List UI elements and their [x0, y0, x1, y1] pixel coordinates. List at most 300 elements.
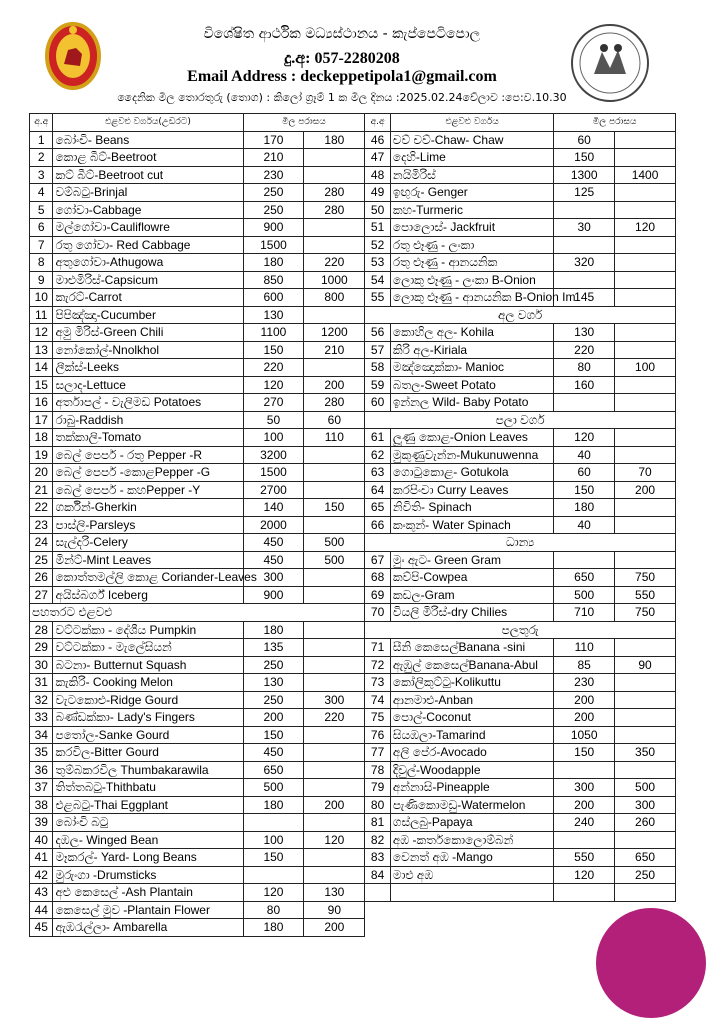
- price-high: 650: [615, 849, 676, 867]
- email-address: Email Address : deckeppetipola1@gmail.com: [187, 68, 497, 85]
- row-number: 47: [365, 149, 391, 167]
- item-name: අලි පේර-Avocado: [390, 744, 553, 762]
- price-low: [554, 761, 615, 779]
- price-high: [615, 289, 676, 307]
- row-number: 15: [30, 376, 53, 394]
- row-number: 72: [365, 656, 391, 674]
- row-number: 39: [30, 814, 53, 832]
- price-high: 280: [304, 184, 365, 202]
- row-number: 22: [30, 499, 53, 517]
- price-low: 300: [243, 569, 304, 587]
- table-row: [30, 674, 676, 692]
- price-low: 100: [243, 429, 304, 447]
- item-name: කොහිල අල- Kohila: [390, 324, 553, 342]
- row-number: 38: [30, 796, 53, 814]
- table-row: [30, 831, 676, 849]
- item-name: බෝංචි- Beans: [53, 131, 243, 149]
- table-row: [30, 499, 676, 517]
- price-low: 900: [243, 219, 304, 237]
- item-name: ලොකු ළූණු - ආනයනික B-Onion Im: [390, 289, 553, 307]
- price-low: 320: [554, 254, 615, 272]
- item-name: ආනමාළු-Anban: [390, 691, 553, 709]
- price-low: 850: [243, 271, 304, 289]
- col-header-no-2: අ.අ: [365, 114, 391, 132]
- row-number: 1: [30, 131, 53, 149]
- item-name: ඉඟුරු- Genger: [390, 184, 553, 202]
- price-high: [615, 324, 676, 342]
- price-high: 500: [304, 534, 365, 552]
- price-high: 500: [304, 551, 365, 569]
- price-high: [304, 516, 365, 534]
- price-low: [243, 814, 304, 832]
- row-number: 77: [365, 744, 391, 762]
- price-low: 2000: [243, 516, 304, 534]
- price-table: [29, 113, 676, 937]
- item-name: නයිමිරිස්: [390, 166, 553, 184]
- price-high: 1000: [304, 271, 365, 289]
- price-low: 40: [554, 446, 615, 464]
- price-high: [615, 341, 676, 359]
- row-number: 45: [30, 919, 53, 937]
- row-number: 20: [30, 464, 53, 482]
- item-name: අඹ -කර්තකොලොම්බන්: [390, 831, 553, 849]
- table-row: [30, 481, 676, 499]
- item-name: කව්පි-Cowpea: [390, 569, 553, 587]
- price-high: 750: [615, 604, 676, 622]
- row-number: 80: [365, 796, 391, 814]
- table-row: [30, 271, 676, 289]
- price-low: 1500: [243, 464, 304, 482]
- price-low: 150: [243, 341, 304, 359]
- row-number: 29: [30, 639, 53, 657]
- table-row: [30, 761, 676, 779]
- price-high: 260: [615, 814, 676, 832]
- price-low: 150: [554, 744, 615, 762]
- row-number: 5: [30, 201, 53, 219]
- row-number: 59: [365, 376, 391, 394]
- price-low: 500: [243, 779, 304, 797]
- table-row: [30, 779, 676, 797]
- item-name: අන්නාසි-Pineapple: [390, 779, 553, 797]
- item-name: සීනි කෙසෙල්Banana -sini: [390, 639, 553, 657]
- item-name: පාස්ලි-Parsleys: [53, 516, 243, 534]
- table-row: [30, 149, 676, 167]
- price-high: 200: [615, 481, 676, 499]
- price-high: [615, 271, 676, 289]
- price-low: 500: [554, 586, 615, 604]
- price-low: 180: [554, 499, 615, 517]
- table-row: [30, 796, 676, 814]
- price-high: 350: [615, 744, 676, 762]
- item-name: තිත්තබටු-Thithbatu: [53, 779, 243, 797]
- price-high: [615, 709, 676, 727]
- price-low: 220: [243, 359, 304, 377]
- row-number: 64: [365, 481, 391, 499]
- price-low: 2700: [243, 481, 304, 499]
- row-number: 11: [30, 306, 53, 324]
- row-number: 2: [30, 149, 53, 167]
- table-row: [30, 446, 676, 464]
- price-low: 3200: [243, 446, 304, 464]
- row-number: 73: [365, 674, 391, 692]
- item-name: සලාද-Lettuce: [53, 376, 243, 394]
- row-number: 79: [365, 779, 391, 797]
- price-high: [615, 394, 676, 412]
- price-low: 200: [243, 709, 304, 727]
- price-low: 160: [554, 376, 615, 394]
- item-name: තක්කාලි-Tomato: [53, 429, 243, 447]
- item-name: කඩල-Gram: [390, 586, 553, 604]
- price-high: 200: [304, 796, 365, 814]
- header: [0, 0, 684, 112]
- item-name: කෙසෙල් මුව -Plantain Flower: [53, 901, 243, 919]
- row-number: 65: [365, 499, 391, 517]
- item-name: තුම්බකරවිල Thumbakarawila: [53, 761, 243, 779]
- price-low: 125: [554, 184, 615, 202]
- price-low: [554, 551, 615, 569]
- price-high: [615, 674, 676, 692]
- item-name: රතු ගෝවා- Red Cabbage: [53, 236, 243, 254]
- item-name: බෙල් පෙපර් -කොළPepper -G: [53, 464, 243, 482]
- row-number: 26: [30, 569, 53, 587]
- table-row: [30, 656, 676, 674]
- price-high: 120: [615, 219, 676, 237]
- table-row: [30, 849, 676, 867]
- item-name: අර්තාපල් - වැලිමඩ Potatoes: [53, 394, 243, 412]
- price-high: 200: [304, 919, 365, 937]
- price-low: 1050: [554, 726, 615, 744]
- date-time-line: දෛනික මිල තොරතුරු (තොග) : කිලෝ ග්‍රෑම් 1 ක මිල දිනය :2025.02.24වේලාව :පෙ:ව.10.30: [117, 91, 567, 104]
- row-number: 68: [365, 569, 391, 587]
- table-row: [30, 324, 676, 342]
- item-name: වැටකොළු-Ridge Gourd: [53, 691, 243, 709]
- price-high: 220: [304, 254, 365, 272]
- item-name: පිපිඤ්ඤා-Cucumber: [53, 306, 243, 324]
- table-row: [30, 254, 676, 272]
- item-name: බෝංචි බටු: [53, 814, 243, 832]
- item-name: බටනා- Butternut Squash: [53, 656, 243, 674]
- row-number: 12: [30, 324, 53, 342]
- price-low: 200: [554, 796, 615, 814]
- price-high: [304, 639, 365, 657]
- item-name: පතෝල-Sanke Gourd: [53, 726, 243, 744]
- item-name: කට් බීට්-Beetroot cut: [53, 166, 243, 184]
- price-low: 1300: [554, 166, 615, 184]
- row-number: 66: [365, 516, 391, 534]
- item-name: දෙහි-Lime: [390, 149, 553, 167]
- row-number: 67: [365, 551, 391, 569]
- price-high: [304, 166, 365, 184]
- col-header-price: මිල පරාසය: [243, 114, 365, 132]
- item-name: ඉන්නල Wild- Baby Potato: [390, 394, 553, 412]
- row-number: 78: [365, 761, 391, 779]
- row-number: 34: [30, 726, 53, 744]
- price-high: [615, 254, 676, 272]
- item-name: අතුගෝවා-Athugowa: [53, 254, 243, 272]
- price-low: 60: [554, 131, 615, 149]
- item-name: මුං ඇට- Green Gram: [390, 551, 553, 569]
- row-number: 62: [365, 446, 391, 464]
- row-number: 71: [365, 639, 391, 657]
- item-name: මාළු අඹ: [390, 866, 553, 884]
- price-low: [243, 866, 304, 884]
- price-low: 600: [243, 289, 304, 307]
- table-row: [30, 376, 676, 394]
- table-row: [30, 551, 676, 569]
- row-number: 36: [30, 761, 53, 779]
- price-high: 250: [615, 866, 676, 884]
- price-high: 120: [304, 831, 365, 849]
- row-number: 21: [30, 481, 53, 499]
- row-number: 52: [365, 236, 391, 254]
- table-row: [30, 744, 676, 762]
- price-low: 180: [243, 796, 304, 814]
- price-low: 180: [243, 919, 304, 937]
- item-name: කොළ බීට්-Beetroot: [53, 149, 243, 167]
- row-number: 55: [365, 289, 391, 307]
- item-name: බතල-Sweet Potato: [390, 376, 553, 394]
- item-name: මින්ට්-Mint Leaves: [53, 551, 243, 569]
- item-name: ඇඹරැල්ලා- Ambarella: [53, 919, 243, 937]
- row-number: 44: [30, 901, 53, 919]
- row-number: 16: [30, 394, 53, 412]
- row-number: 49: [365, 184, 391, 202]
- row-number: 6: [30, 219, 53, 237]
- item-name: රතු ළූණු - ආනයනික: [390, 254, 553, 272]
- item-name: මුකුණුවැන්න-Mukunuwenna: [390, 446, 553, 464]
- price-low: 80: [554, 359, 615, 377]
- row-number: 74: [365, 691, 391, 709]
- price-low: 120: [554, 866, 615, 884]
- row-number: 76: [365, 726, 391, 744]
- price-high: 200: [304, 376, 365, 394]
- row-number: 25: [30, 551, 53, 569]
- table-row: [30, 201, 676, 219]
- table-row: [30, 866, 676, 884]
- row-number: 18: [30, 429, 53, 447]
- price-high: [615, 516, 676, 534]
- row-number: 63: [365, 464, 391, 482]
- price-low: 230: [554, 674, 615, 692]
- table-row: [30, 814, 676, 832]
- item-name: අයිස්බර්ග් Iceberg: [53, 586, 243, 604]
- price-high: 220: [304, 709, 365, 727]
- section-heading: අල වර්ග: [365, 306, 676, 324]
- table-row: [30, 341, 676, 359]
- price-low: 130: [554, 324, 615, 342]
- price-low: 1100: [243, 324, 304, 342]
- phone-number: දු.අ: 057-2280208: [284, 50, 400, 67]
- item-name: පැණිකොමඩු-Watermelon: [390, 796, 553, 814]
- price-low: 150: [243, 849, 304, 867]
- row-number: 33: [30, 709, 53, 727]
- col-header-item-2: එළවළු වර්ගය: [390, 114, 553, 132]
- price-high: [304, 621, 365, 639]
- item-name: සියඹලා-Tamarind: [390, 726, 553, 744]
- row-number: 50: [365, 201, 391, 219]
- row-number: 27: [30, 586, 53, 604]
- row-number: 54: [365, 271, 391, 289]
- price-low: 270: [243, 394, 304, 412]
- section-heading: පලතුරු: [365, 621, 676, 639]
- price-high: 90: [304, 901, 365, 919]
- price-high: 150: [304, 499, 365, 517]
- price-high: 110: [304, 429, 365, 447]
- price-high: [304, 849, 365, 867]
- price-low: [554, 271, 615, 289]
- item-name: ගෝවා-Cabbage: [53, 201, 243, 219]
- price-high: [304, 744, 365, 762]
- price-high: 1200: [304, 324, 365, 342]
- price-high: [304, 359, 365, 377]
- row-number: 7: [30, 236, 53, 254]
- table-row: [30, 884, 676, 902]
- item-name: කෝලිකුට්ටු-Kolikuttu: [390, 674, 553, 692]
- row-number: 14: [30, 359, 53, 377]
- table-row: [30, 586, 676, 604]
- row-number: 35: [30, 744, 53, 762]
- price-high: 280: [304, 394, 365, 412]
- price-low: 650: [243, 761, 304, 779]
- price-low: 240: [554, 814, 615, 832]
- price-high: 1400: [615, 166, 676, 184]
- price-high: 500: [615, 779, 676, 797]
- price-high: 90: [615, 656, 676, 674]
- row-number: 19: [30, 446, 53, 464]
- table-row: [30, 289, 676, 307]
- price-high: [615, 429, 676, 447]
- price-high: [304, 726, 365, 744]
- row-number: 4: [30, 184, 53, 202]
- table-row: [30, 429, 676, 447]
- price-high: [615, 131, 676, 149]
- item-name: වට්ටක්කා - දේශීය Pumpkin: [53, 621, 243, 639]
- price-low: 130: [243, 306, 304, 324]
- item-name: බෙල් පෙපර් - රතු Pepper -R: [53, 446, 243, 464]
- row-number: 83: [365, 849, 391, 867]
- table-row: [30, 621, 676, 639]
- price-low: 650: [554, 569, 615, 587]
- price-high: 60: [304, 411, 365, 429]
- price-low: 120: [243, 376, 304, 394]
- item-name: කහ-Turmeric: [390, 201, 553, 219]
- item-name: වට්ටක්කා - මැලේසියන්: [53, 639, 243, 657]
- item-name: මුරුංගා -Drumsticks: [53, 866, 243, 884]
- price-high: [615, 639, 676, 657]
- table-row: [30, 306, 676, 324]
- price-low: 180: [243, 254, 304, 272]
- table-row: [30, 639, 676, 657]
- item-name: ගස්ලබු-Papaya: [390, 814, 553, 832]
- price-low: 120: [243, 884, 304, 902]
- section-heading: පහතරට එළවළු: [30, 604, 365, 622]
- col-header-no: අ.අ: [30, 114, 53, 132]
- price-high: [615, 499, 676, 517]
- price-low: 250: [243, 201, 304, 219]
- row-number: 56: [365, 324, 391, 342]
- price-low: 150: [554, 149, 615, 167]
- row-number: 58: [365, 359, 391, 377]
- row-number: 69: [365, 586, 391, 604]
- price-high: [304, 761, 365, 779]
- price-high: 750: [615, 569, 676, 587]
- price-low: 135: [243, 639, 304, 657]
- table-row: [30, 236, 676, 254]
- item-name: වම්බටු-Brinjal: [53, 184, 243, 202]
- price-high: [304, 149, 365, 167]
- price-high: [304, 219, 365, 237]
- price-high: [615, 551, 676, 569]
- row-number: 37: [30, 779, 53, 797]
- price-low: 110: [554, 639, 615, 657]
- price-high: [615, 376, 676, 394]
- price-high: 300: [615, 796, 676, 814]
- price-low: 450: [243, 551, 304, 569]
- price-high: [615, 831, 676, 849]
- item-name: බෙල් පෙපර් - කහPepper -Y: [53, 481, 243, 499]
- col-header-price-2: මිල පරාසය: [554, 114, 676, 132]
- price-low: 130: [243, 674, 304, 692]
- price-low: 450: [243, 534, 304, 552]
- row-number: 81: [365, 814, 391, 832]
- price-low: 145: [554, 289, 615, 307]
- item-name: මෑකරල්- Yard- Long Beans: [53, 849, 243, 867]
- table-row: [30, 411, 676, 429]
- row-number: 8: [30, 254, 53, 272]
- price-low: 140: [243, 499, 304, 517]
- price-high: 800: [304, 289, 365, 307]
- table-row: [30, 569, 676, 587]
- item-name: වියලි මිරිස්-dry Chilies: [390, 604, 553, 622]
- price-high: [304, 866, 365, 884]
- item-name: දඹල- Winged Bean: [53, 831, 243, 849]
- row-number: 43: [30, 884, 53, 902]
- economic-centre-logo-icon: [568, 22, 652, 104]
- price-high: 70: [615, 464, 676, 482]
- row-number: 60: [365, 394, 391, 412]
- table-row: [30, 901, 676, 919]
- row-number: 70: [365, 604, 391, 622]
- price-high: [304, 481, 365, 499]
- price-high: 210: [304, 341, 365, 359]
- row-number: 10: [30, 289, 53, 307]
- price-low: 150: [554, 481, 615, 499]
- row-number: 23: [30, 516, 53, 534]
- row-number: 53: [365, 254, 391, 272]
- row-number: 28: [30, 621, 53, 639]
- price-low: [554, 236, 615, 254]
- price-high: 130: [304, 884, 365, 902]
- row-number: 48: [365, 166, 391, 184]
- price-low: 450: [243, 744, 304, 762]
- item-name: [390, 884, 553, 902]
- item-name: නෝකෝල්-Nnolkhol: [53, 341, 243, 359]
- price-high: [304, 656, 365, 674]
- item-name: කිරි අල-Kiriala: [390, 341, 553, 359]
- row-number: 42: [30, 866, 53, 884]
- table-row: [30, 604, 676, 622]
- item-name: රතු ළූණු - ලංකා: [390, 236, 553, 254]
- price-low: 210: [243, 149, 304, 167]
- price-low: 900: [243, 586, 304, 604]
- row-number: 9: [30, 271, 53, 289]
- price-high: [615, 149, 676, 167]
- price-low: 30: [554, 219, 615, 237]
- price-high: [304, 464, 365, 482]
- row-number: 51: [365, 219, 391, 237]
- price-low: 180: [243, 621, 304, 639]
- price-high: [304, 446, 365, 464]
